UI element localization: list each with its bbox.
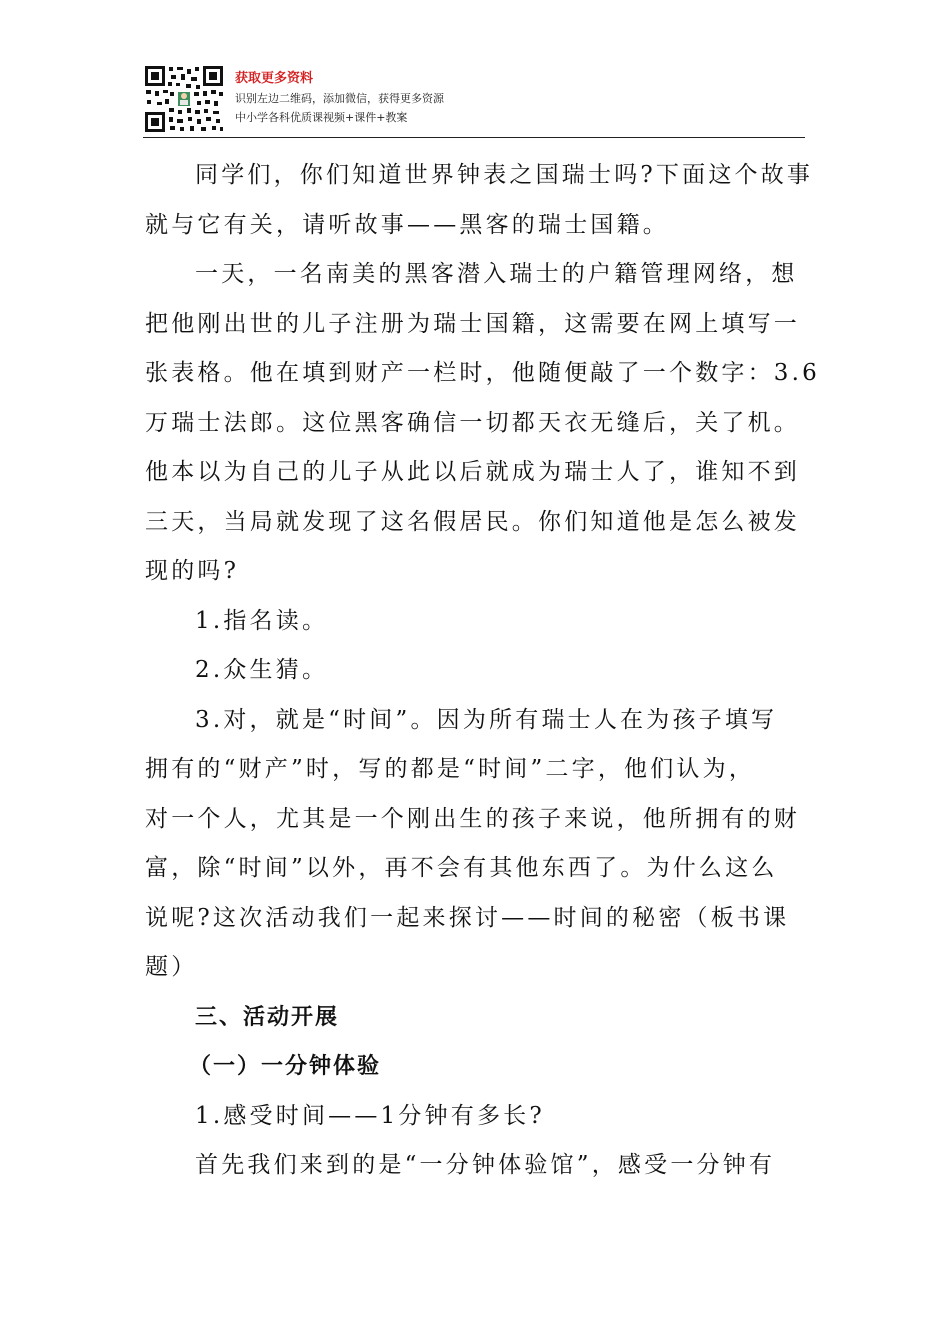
text-line: 一天，一名南美的黑客潜入瑞士的户籍管理网络，想 — [195, 261, 798, 287]
paragraph-story — [145, 250, 820, 597]
text-line: 张表格。他在填到财产一栏时，他随便敲了一个数字：3.6 — [145, 360, 820, 386]
text-line: 拥有的“财产”时，写的都是“时间”二字，他们认为， — [145, 756, 756, 782]
document-body — [145, 151, 820, 1191]
text-line: 三天，当局就发现了这名假居民。你们知道他是怎么被发 — [145, 508, 800, 535]
text-line: 1.指名读。 — [195, 607, 329, 634]
subsection-heading: （一）一分钟体验 — [189, 1054, 382, 1079]
text-line: 现的吗? — [145, 558, 240, 584]
header-text — [235, 70, 444, 125]
text-line: 说呢?这次活动我们一起来探讨——时间的秘密（板书课 — [145, 904, 790, 931]
qr-code-icon — [143, 64, 225, 134]
list-item-3 — [145, 1092, 807, 1142]
text-line: 他本以为自己的儿子从此以后就成为瑞士人了，谁知不到 — [145, 459, 800, 485]
section-heading: 三、活动开展 — [195, 1004, 340, 1030]
list-item-2 — [145, 646, 807, 696]
list-item-1 — [145, 597, 807, 647]
text-line: 首先我们来到的是“一分钟体验馆”，感受一分钟有 — [195, 1152, 776, 1178]
text-line: 万瑞士法郎。这位黑客确信一切都天衣无缝后，关了机。 — [145, 409, 800, 436]
text-line: 2.众生猜。 — [195, 657, 329, 683]
text-line: 题） — [145, 954, 198, 980]
text-line: 把他刚出世的儿子注册为瑞士国籍，这需要在网上填写一 — [145, 310, 800, 337]
paragraph-intro — [145, 151, 814, 250]
text-line: 3.对，就是“时间”。因为所有瑞士人在为孩子填写 — [195, 706, 778, 733]
header-title: 获取更多资料 — [235, 71, 314, 86]
header-divider — [143, 137, 805, 138]
text-line: 1.感受时间——1分钟有多长? — [195, 1102, 545, 1129]
text-line: 同学们，你们知道世界钟表之国瑞士吗?下面这个故事 — [195, 162, 814, 188]
text-line: 就与它有关，请听故事——黑客的瑞士国籍。 — [145, 211, 669, 238]
text-line: 对一个人，尤其是一个刚出生的孩子来说，他所拥有的财 — [145, 805, 800, 832]
paragraph-answer — [145, 696, 807, 993]
header-tagline: 中小学各科优质课视频+课件+教案 — [235, 111, 408, 124]
paragraph-experience — [145, 1141, 807, 1191]
header-instruction: 识别左边二维码，添加微信，获得更多资源 — [235, 92, 444, 105]
text-line: 富，除“时间”以外，再不会有其他东西了。为什么这么 — [145, 855, 778, 881]
page-header — [143, 64, 805, 136]
